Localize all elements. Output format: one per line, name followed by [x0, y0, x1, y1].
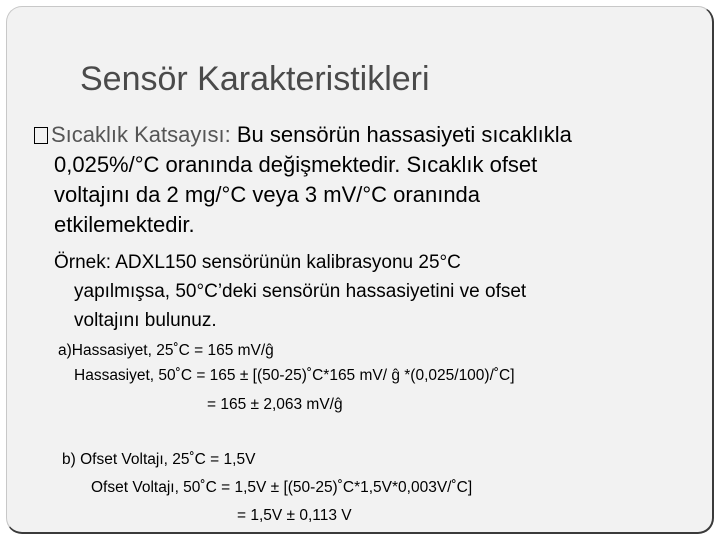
calc-a-line-1: a)Hassasiyet, 25˚C = 165 mV/ĝ: [58, 342, 274, 359]
calc-a-line-3: = 165 ± 2,063 mV/ĝ: [207, 396, 343, 413]
bullet-line-4: etkilemektedir.: [54, 212, 195, 237]
bullet-line-1: [34, 120, 694, 150]
bullet-term: Sıcaklık Katsayısı:: [51, 122, 231, 147]
example-line-3: voltajını bulunuz.: [74, 310, 217, 331]
bullet-paragraph: [34, 120, 694, 240]
calc-a-line-2: Hassasiyet, 50˚C = 165 ± [(50-25)˚C*165 mV/ ĝ *(0,025/100)/˚C]: [74, 367, 515, 384]
calc-b-line-2: Ofset Voltajı, 50˚C = 1,5V ± [(50-25)˚C*1,5V*0,003V/˚C]: [91, 479, 473, 496]
calc-b-line-1: b) Ofset Voltajı, 25˚C = 1,5V: [62, 451, 256, 468]
example-line-1: Örnek: ADXL150 sensörünün kalibrasyonu 25°C: [54, 252, 461, 273]
bullet-line-2: 0,025%/°C oranında değişmektedir. Sıcaklık ofset: [54, 152, 538, 177]
example-line-2: yapılmışsa, 50°C’deki sensörün hassasiyetini ve ofset: [74, 281, 527, 302]
square-bullet-icon: [34, 127, 48, 144]
bullet-line-3: voltajını da 2 mg/°C veya 3 mV/°C oranında: [54, 182, 481, 207]
slide-title: Sensör Karakteristikleri: [80, 60, 430, 98]
example-paragraph: [54, 248, 694, 335]
calc-b-line-3: = 1,5V ± 0,113 V: [237, 507, 352, 524]
bullet-line-1-text: Bu sensörün hassasiyeti sıcaklıkla: [230, 122, 572, 147]
